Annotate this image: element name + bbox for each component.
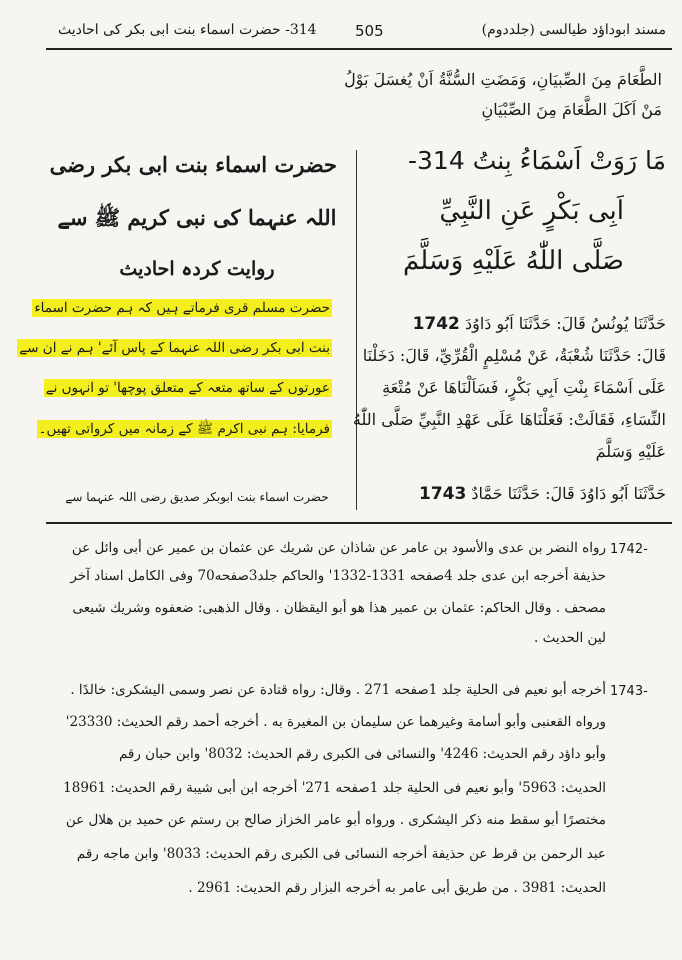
footnote-1743-number: 1743- bbox=[610, 684, 648, 699]
section-title-line-2: اَبِى بَكْرٍ عَنِ النَّبِيِّ bbox=[439, 196, 624, 226]
footnote-1743-line-3: وأبو داؤد رقم الحديث: 4246' والنسائى فى الكبرى رقم الحديث: 8032' وابن حبان رقم bbox=[118, 746, 606, 762]
footnote-1742-line-4: لين الحديث . bbox=[533, 630, 606, 646]
hadith-1742-line-4: النِّسَاءِ، فَقَالَتْ: فَعَلْنَاهَا عَلَى عَهْدِ النَّبِيِّ صَلَّى اللّٰهُ bbox=[352, 410, 666, 429]
section-title-text: مَا رَوَتْ اَسْمَاءُ بِنتُ bbox=[472, 146, 666, 175]
highlighted-text: بنت ابی بکر رضی اللہ عنہما کے پاس آئے' ہم نے ان سے bbox=[19, 340, 330, 356]
urdu-title-line-3: روایت کردہ احادیث bbox=[119, 258, 275, 280]
page-number: 505 bbox=[355, 22, 384, 40]
hadith-1742-urdu-line-2 bbox=[19, 340, 332, 356]
hadith-1742-urdu-line-4 bbox=[38, 420, 332, 440]
hadith-1743-isnad: حَدَّثَنَا اَبُو دَاوُدَ قَالَ: حَدَّثَنَا حَمَّادٌ bbox=[471, 484, 666, 503]
footnote-1742-line-2: حذيفة أخرجه ابن عدى جلد 4صفحه 1331-1332' والحاكم جلد3صفحه70 وفى الكامل اسناد آخر bbox=[70, 568, 606, 584]
highlighted-text: فرمایا: ہم نبی اکرم ﷺ کے زمانہ میں کرواتی تھیں۔ bbox=[38, 421, 330, 437]
header-chapter-title: 314- حضرت اسماء بنت ابی بکر کی احادیث bbox=[58, 22, 317, 38]
section-title-line-1 bbox=[408, 146, 666, 175]
column-divider bbox=[356, 150, 357, 510]
footnote-1742-line-1: رواه النضر بن عدى والأسود بن عامر عن شاذان عن شريك عن عثمان بن عمير عن أبى وائل عن bbox=[71, 540, 606, 556]
highlighted-text: حضرت مسلم قری فرماتے ہیں کہ ہم حضرت اسماء bbox=[34, 300, 330, 316]
urdu-title-line-2: اللہ عنہما کی نبی کریم ﷺ سے bbox=[57, 205, 337, 230]
header-rule bbox=[46, 48, 672, 50]
footnote-rule bbox=[46, 522, 672, 524]
urdu-title-line-1: حضرت اسماء بنت ابی بکر رضی bbox=[49, 152, 337, 177]
hadith-1742-isnad-start: حَدَّثَنَا يُونُسُ قَالَ: حَدَّثَنَا اَبُو دَاوُدَ bbox=[464, 314, 666, 333]
hadith-1742-line-3: عَلَى اَسْمَاءَ بِنْتِ اَبِي بَكْرٍ، فَسَاَلْنَاهَا عَنْ مُتْعَةِ bbox=[382, 378, 666, 397]
footnote-1743-line-6: عبد الرحمن بن قرط عن حذيفة أخرجه النسائى فى الكبرى رقم الحديث: 8033' وابن ماجه رقم bbox=[76, 846, 606, 862]
hadith-1742-line-5: عَلَيْهِ وَسَلَّمَ bbox=[595, 442, 666, 461]
hadith-1743-line-1 bbox=[419, 484, 666, 504]
section-title-line-3: صَلَّى اللّٰهُ عَلَيْهِ وَسَلَّمَ bbox=[403, 246, 624, 276]
hadith-1742-urdu-line-1 bbox=[34, 300, 332, 316]
section-number: 314- bbox=[407, 146, 465, 175]
header-book-title: مسند ابوداؤد طیالسی (جلددوم) bbox=[481, 22, 666, 38]
footnote-1743-line-5: مختصرًا أبو سقط منه ذكر اليشكرى . ورواه أبو عامر الخزاز صالح بن رستم عن حميد بن هلال عن bbox=[65, 812, 606, 828]
footnote-1743-line-4: الحديث: 5963' وأبو نعيم فى الحلية جلد 1صفحه 271' أخرجه ابن أبى شيبة رقم الحديث: 18961 bbox=[63, 780, 606, 796]
hadith-1743-number: 1743 bbox=[418, 484, 467, 504]
intro-arabic-line-2: مَنْ اَكَلَ الطَّعَامَ مِنَ الصِّبْيَانِ bbox=[481, 100, 662, 119]
hadith-1742-line-2: قَالَ: حَدَّثَنَا شُعْبَةُ، عَنْ مُسْلِمٍ الْقُرِّيِّ، قَالَ: دَخَلْنَا bbox=[362, 346, 666, 365]
footnote-1743-line-1: أخرجه أبو نعيم فى الحلية جلد 1صفحه 271 . وقال: رواه قتادة عن نصر وسمى اليشكرى: خالدًا . bbox=[70, 682, 606, 698]
hadith-1743-urdu: حضرت اسماء بنت ابوبکر صدیق رضی اللہ عنہما سے bbox=[65, 490, 329, 504]
intro-arabic-line-1: الطَّعَامَ مِنَ الصِّبيَانِ، وَمَضَتِ السُّنَّةُ اَنْ يُغسَلَ بَوْلُ bbox=[344, 70, 662, 89]
hadith-1742-line-1 bbox=[413, 314, 666, 334]
footnote-1742-number: 1742- bbox=[610, 542, 648, 557]
footnote-1742-line-3: مصحف . وقال الحاكم: عثمان بن عمير هذا هو أبو اليقظان . وقال الذهبى: ضعفوه وشريك شيعى bbox=[72, 600, 606, 616]
highlighted-text: عورتوں کے ساتھ متعہ کے متعلق پوچھا' تو انہوں نے bbox=[45, 380, 330, 396]
hadith-1742-number: 1742 bbox=[412, 314, 460, 334]
footnote-1743-line-7: الحديث: 3981 . من طريق أبى عامر به أخرجه البزار رقم الحديث: 2961 . bbox=[188, 880, 606, 896]
hadith-1742-urdu-line-3 bbox=[47, 380, 332, 396]
footnote-1743-line-2: ورواه القعنبى وأبو أسامة وغيرهما عن سليمان بن المغيرة به . أخرجه أحمد رقم الحديث: 23330' bbox=[65, 714, 606, 730]
